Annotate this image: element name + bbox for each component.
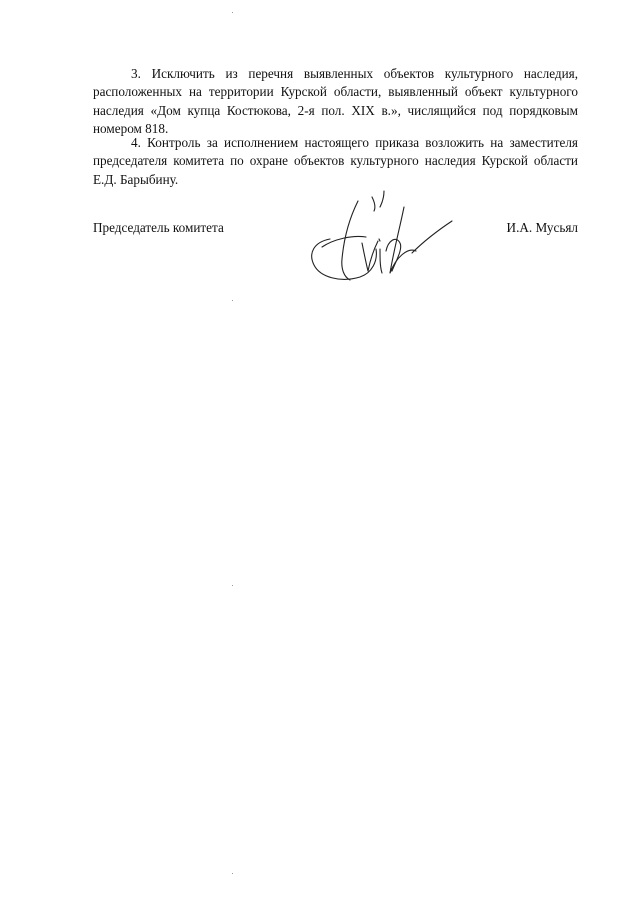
paragraph-item-4: 4. Контроль за исполнением настоящего приказа возложить на заместителя председателя комитета по охране объектов культурного наследия Курской области Е.Д. Барыбину. bbox=[93, 135, 578, 187]
scan-speck bbox=[232, 873, 233, 874]
scan-speck bbox=[232, 585, 233, 586]
scan-speck bbox=[232, 300, 233, 301]
scan-speck bbox=[232, 12, 233, 13]
handwritten-signature bbox=[300, 187, 460, 297]
signatory-position: Председатель комитета bbox=[93, 220, 224, 235]
signatory-name: И.А. Мусьял bbox=[506, 220, 578, 235]
paragraph-item-3: 3. Исключить из перечня выявленных объектов культурного наследия, расположенных на территории Курской области, выявленный объект культурного наследия «Дом купца Костюкова, 2-я пол. XIX в.», числящийся под порядковым номером 818. bbox=[93, 66, 578, 137]
